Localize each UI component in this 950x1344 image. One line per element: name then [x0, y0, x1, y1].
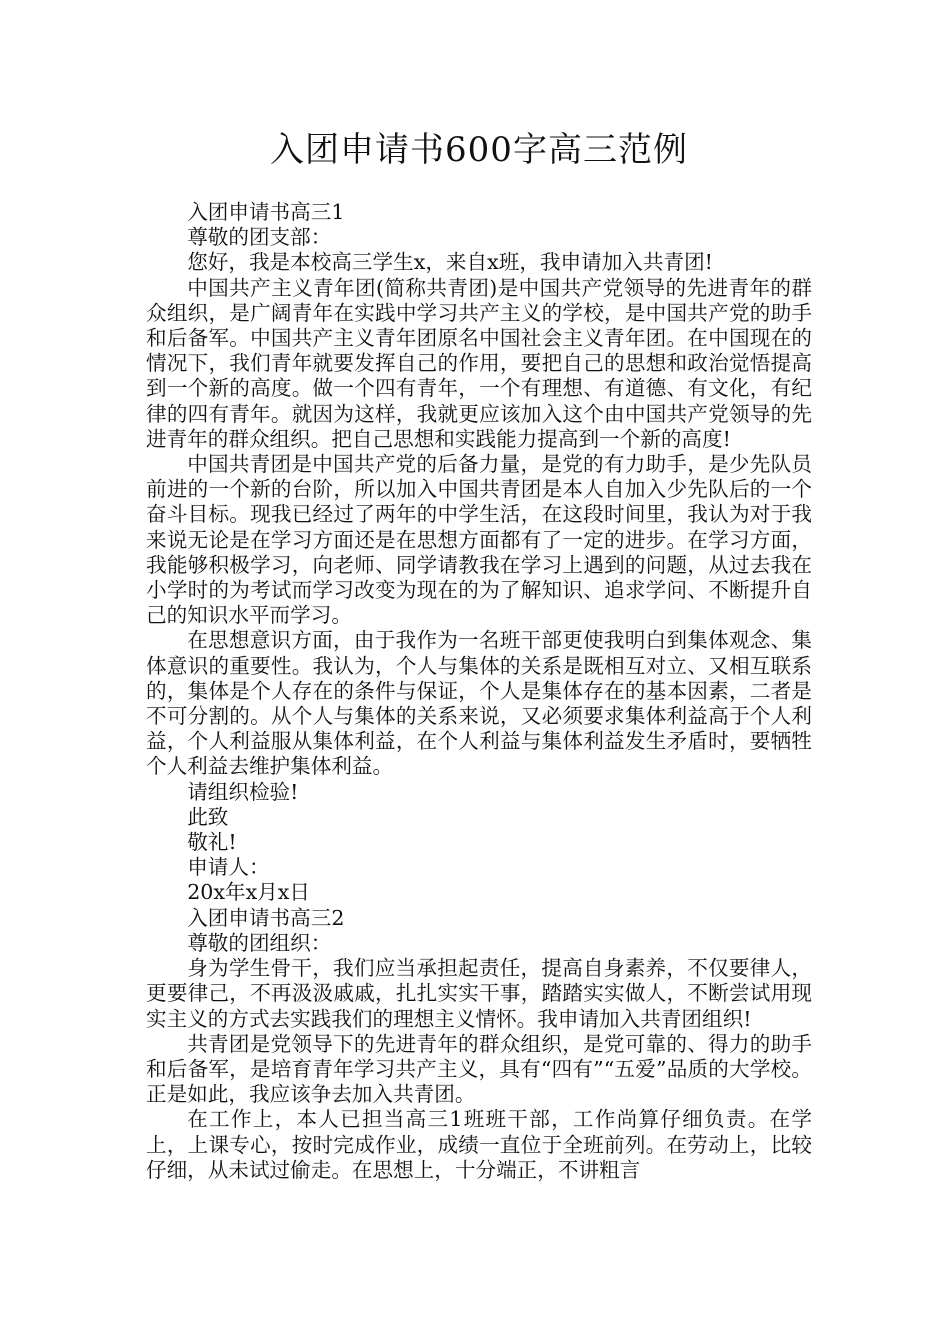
section1-paragraph: 中国共产主义青年团(简称共青团)是中国共产党领导的先进青年的群众组织，是广阔青年在实践中学习共产主义的学校，是中国共产党的助手和后备军。中国共产主义青年团原名中国社会主义青年团。在中国现在的情况下，我们青年就要发挥自己的作用，要把自己的思想和政治觉悟提高到一个新的高度。做一个四有青年，一个有理想、有道德、有文化，有纪律的四有青年。就因为这样，我就更应该加入这个由中国共产党领导的先进青年的群众组织。把自己思想和实践能力提高到一个新的高度! [146, 275, 812, 451]
section1-salutation: 尊敬的团支部： [187, 225, 332, 250]
section1-paragraph: 您好，我是本校高三学生x，来自x班，我申请加入共青团! [187, 250, 713, 275]
section1-paragraph: 中国共青团是中国共产党的后备力量，是党的有力助手，是少先队员前进的一个新的台阶，所以加入中国共青团是本人自加入少先队后的一个奋斗目标。现我已经过了两年的中学生活，在这段时间里，我认为对于我来说无论是在学习方面还是在思想方面都有了一定的进步。在学习方面，我能够积极学习，向老师、同学请教我在学习上遇到的问题，从过去我在小学时的为考试而学习改变为现在的为了解知识、追求学问、不断提升自己的知识水平而学习。 [146, 452, 812, 628]
section2-paragraph: 身为学生骨干，我们应当承担起责任，提高自身素养，不仅要律人，更要律己，不再汲汲戚戚，扎扎实实干事，踏踏实实做人，不断尝试用现实主义的方式去实践我们的理想主义情怀。我申请加入共青团组织! [146, 956, 812, 1031]
section2-salutation: 尊敬的团组织： [187, 930, 332, 955]
document-title: 入团申请书600字高三范例 [270, 130, 688, 170]
section1-regards-1: 此致 [187, 804, 229, 829]
section1-applicant: 申请人： [187, 855, 270, 880]
section2-paragraph: 在工作上，本人已担当高三1班班干部，工作尚算仔细负责。在学上，上课专心，按时完成作业，成绩一直位于全班前列。在劳动上，比较仔细，从未试过偷走。在思想上，十分端正，不讲粗言 [146, 1107, 812, 1182]
section1-date: 20x年x月x日 [187, 880, 311, 905]
section1-regards-2: 敬礼! [187, 830, 237, 855]
section1-heading: 入团申请书高三1 [187, 200, 345, 224]
document-body [146, 200, 812, 1183]
section1-paragraph: 在思想意识方面，由于我作为一名班干部更使我明白到集体观念、集体意识的重要性。我认为，个人与集体的关系是既相互对立、又相互联系的，集体是个人存在的条件与保证，个人是集体存在的基本因素，二者是不可分割的。从个人与集体的关系来说，又必须要求集体利益高于个人利益，个人利益服从集体利益，在个人利益与集体利益发生矛盾时，要牺牲个人利益去维护集体利益。 [146, 628, 812, 779]
section2-heading: 入团申请书高三2 [187, 905, 345, 930]
section2-paragraph: 共青团是党领导下的先进青年的群众组织，是党可靠的、得力的助手和后备军，是培育青年学习共产主义，具有“四有”“五爱”品质的大学校。正是如此，我应该争去加入共青团。 [146, 1031, 812, 1107]
section1-closing: 请组织检验! [187, 779, 299, 804]
document-page [146, 128, 812, 1183]
